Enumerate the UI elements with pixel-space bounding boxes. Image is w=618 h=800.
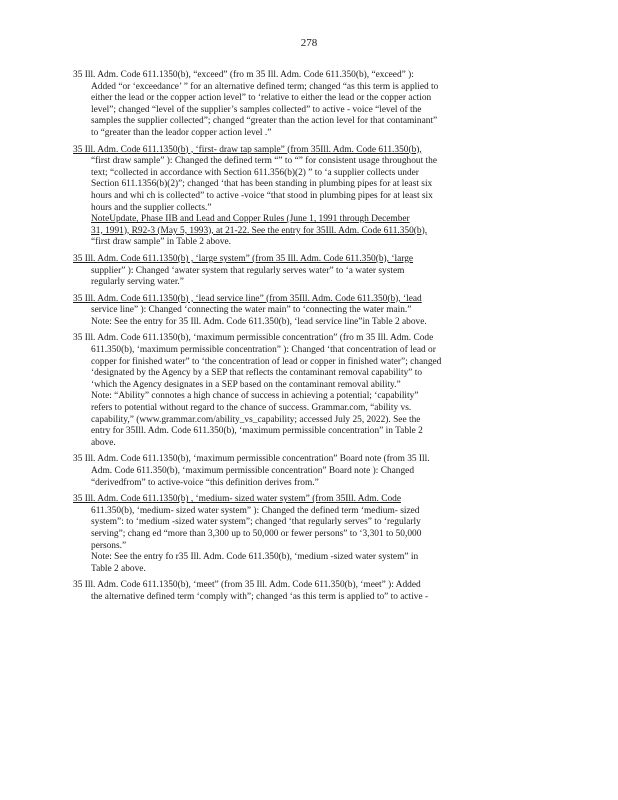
entry-line: Adm. Code 611.350(b), ‘maximum permissible concentration” Board note ): Changed	[91, 466, 415, 476]
entry-line: 611.350(b), ‘maximum permissible concentration” ): Changed ‘that concentration of lead or	[91, 345, 436, 356]
entry-line: hours and whi ch is collected” to active -voice “that stood in plumbing pipes for at least six	[91, 190, 433, 201]
entry-line: ‘which the Agency designates in a SEP based on the contaminant removal ability.”	[91, 379, 401, 390]
entry-line: 35 Ill. Adm. Code 611.1350(b), “exceed” (fro m 35 Ill. Adm. Code 611.350(b), “exceed” ):	[73, 70, 414, 80]
entry-maximum-permissible-concentration	[73, 333, 543, 449]
entry-line: Table 2 above.	[91, 563, 146, 574]
entry-line: copper for finished water” to ‘the concentration of lead or copper in finished water”; changed	[91, 356, 442, 367]
page-body	[73, 70, 543, 609]
entry-line: 35 Ill. Adm. Code 611.1350(b) , ‘lead service line” (from 35Ill. Adm. Code 611.350(b), ‘lead	[73, 293, 422, 304]
entry-line: above.	[91, 437, 116, 448]
entry-line: level”; changed “level of the supplier’s samples collected” to active - voice “level of the	[91, 104, 422, 115]
entry-line: either the lead or the copper action level” to ‘relative to either the lead or the copper action	[91, 93, 432, 104]
entry-line: regularly serving water.”	[91, 277, 184, 288]
entry-maximum-permissible-concentration-board-note	[73, 454, 543, 489]
entry-line: to “greater than the leador copper action level .”	[91, 127, 272, 138]
entry-line: 35 Ill. Adm. Code 611.1350(b), ‘maximum permissible concentration” Board note (from 35 Ill.	[73, 454, 430, 465]
entry-line: 35 Ill. Adm. Code 611.1350(b) , ‘first- draw tap sample” (from 35Ill. Adm. Code 611.350(b),	[73, 144, 422, 155]
entry-line: 35 Ill. Adm. Code 611.1350(b) , ‘large system” (from 35 Ill. Adm. Code 611.350(b), ‘large	[73, 253, 414, 264]
entry-meet	[73, 580, 543, 603]
page-number: 278	[300, 37, 318, 49]
entry-line: hours and the supplier collects.”	[91, 202, 212, 213]
entry-line: “first draw sample” in Table 2 above.	[91, 237, 232, 248]
entry-first-draw-tap-sample	[73, 145, 543, 249]
entry-line: 35 Ill. Adm. Code 611.1350(b) , ‘medium- sized water system” (from 35Ill. Adm. Code	[73, 494, 401, 505]
entry-line: text; “collected in accordance with Section 611.356(b)(2) ” to ‘a supplier collects under	[91, 167, 419, 178]
entry-line: refers to potential without regard to the chance of success. Grammar.com, “ability vs.	[91, 403, 412, 414]
entry-line: NoteUpdate, Phase IIB and Lead and Copper Rules (June 1, 1991 through December	[91, 214, 410, 225]
entry-line: persons.”	[91, 540, 127, 551]
entry-lead-service-line	[73, 294, 543, 329]
entry-line: “derivedfrom” to active-voice “this definition derives from.”	[91, 477, 319, 488]
entry-line: Added “or ‘exceedance’ ” for an alternative defined term; changed “as this term is applied to	[91, 81, 439, 92]
entry-line: samples the supplier collected”; changed “greater than the action level for that contaminant”	[91, 116, 438, 127]
entry-medium-sized-water-system	[73, 494, 543, 575]
entry-line: “first draw sample” ): Changed the defined term “” to “” for consistent usage throughout the	[91, 156, 437, 167]
entry-line: ‘designated by the Agency by a SEP that reflects the contaminant removal capability” to	[91, 368, 423, 379]
entry-line: entry for 35Ill. Adm. Code 611.350(b), ‘maximum permissible concentration” in Table 2	[91, 426, 423, 437]
entry-line: service line” ): Changed ‘connecting the water main” to ‘connecting the water main.”	[91, 305, 412, 316]
entry-line: capability,” (www.grammar.com/ability_vs_capability; accessed July 25, 2022). See the	[91, 414, 421, 425]
entry-line: 35 Ill. Adm. Code 611.1350(b), ‘maximum permissible concentration” (fro m 35 Ill. Adm. Code	[73, 333, 434, 344]
entry-exceed	[73, 70, 543, 140]
entry-line: 35 Ill. Adm. Code 611.1350(b), ‘meet” (from 35 Ill. Adm. Code 611.350(b), ‘meet” ): Added	[73, 580, 421, 591]
entry-line: Section 611.1356(b)(2)”; changed ‘that has been standing in plumbing pipes for at least six	[91, 179, 433, 190]
entry-line: the alternative defined term ‘comply with”; changed ‘as this term is applied to” to active -	[91, 591, 429, 602]
entry-line: 31, 1991), R92-3 (May 5, 1993), at 21-22. See the entry for 35Ill. Adm. Code 611.350(b),	[91, 225, 428, 236]
entry-line: Note: “Ability” connotes a high chance of success in achieving a potential; ‘capability”	[91, 391, 419, 402]
entry-large-system	[73, 254, 543, 289]
entry-line: 611.350(b), ‘medium- sized water system” ): Changed the defined term ‘medium- sized	[91, 505, 420, 516]
entry-line: serving”; chang ed “more than 3,300 up to 50,000 or fewer persons” to ‘3,301 to 50,000	[91, 528, 422, 539]
entry-line: system”: to ‘medium -sized water system”; changed ‘that regularly serves” to ‘regularly	[91, 517, 421, 528]
entry-line: Note: See the entry fo r35 Ill. Adm. Code 611.350(b), ‘medium -sized water system” in	[91, 552, 419, 563]
entry-line: supplier” ): Changed ‘awater system that regularly serves water” to ‘a water system	[91, 265, 405, 276]
entry-line: Note: See the entry for 35 Ill. Adm. Code 611.350(b), ‘lead service line”in Table 2 above.	[91, 316, 427, 327]
